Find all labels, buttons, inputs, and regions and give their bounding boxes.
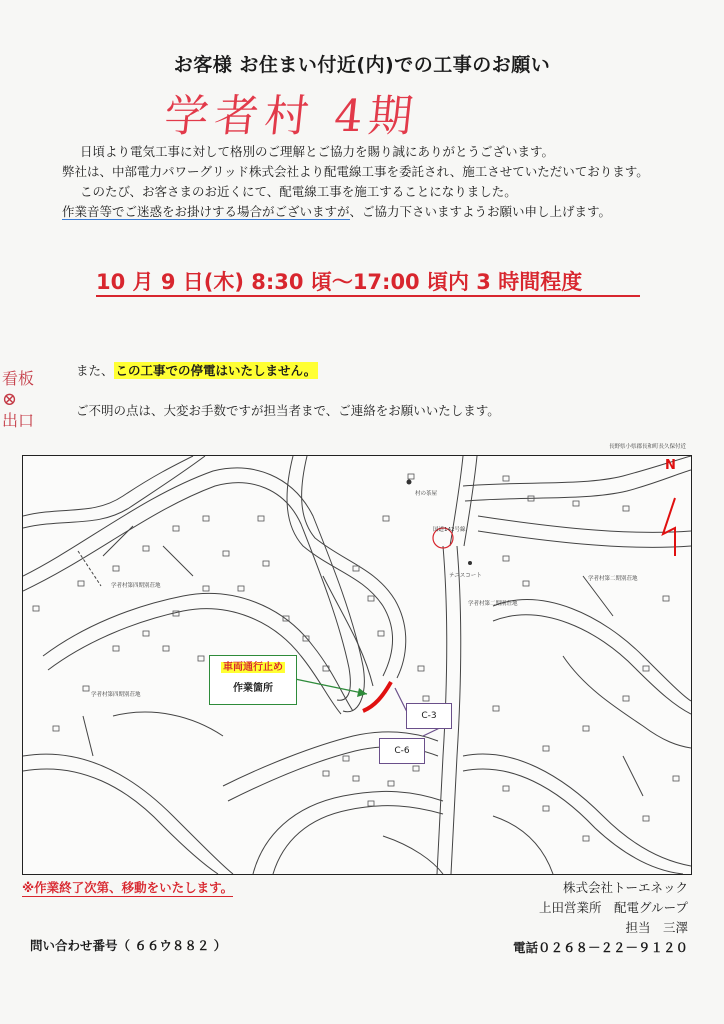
legend-work-site: 作業箇所 [233, 683, 273, 694]
outage-line [76, 361, 318, 381]
map-label-area-4-left: 学者村第四期別荘地 [91, 692, 141, 698]
outage-prefix: また、 [76, 363, 114, 378]
work-site-legend [209, 655, 297, 705]
closed-road-segment [363, 682, 391, 711]
margin-handwriting-line-2: 出口 [2, 411, 35, 430]
pole-c6-box: C-6 [379, 738, 425, 764]
legend-arrow-head-icon [357, 688, 367, 697]
company-name: 株式会社トーエネック [562, 880, 688, 895]
noise-notice-rest: 、ご協力下さいますようお願い申し上げます。 [349, 204, 612, 219]
contact-note: ご不明の点は、大変お手数ですが担当者まで、ご連絡をお願いいたします。 [76, 403, 500, 418]
body-line-4 [62, 202, 611, 222]
margin-handwriting-line-1: 看板 [2, 369, 35, 388]
map-label-area-4-top: 学者村第四期別荘地 [111, 583, 161, 589]
schedule-underline [96, 295, 640, 297]
office-name: 上田営業所 配電グループ [538, 900, 688, 915]
page-title: お客様 お住まい付近(内)での工事のお願い [173, 54, 551, 76]
map-roads [23, 456, 691, 874]
map-location-caption: 長野県小県郡長和町長久保付近 [608, 444, 686, 450]
legend-road-closed: 車両通行止め [223, 662, 283, 673]
map-label-route: 国道142号線 [433, 527, 466, 533]
move-note: ※作業終了次第、移動をいたします。 [22, 880, 234, 895]
handwritten-area-name: 学者村 4期 [161, 91, 422, 142]
noise-notice-underlined: 作業音等でご迷惑をお掛けする場合がございますが [62, 204, 350, 219]
map-label-area-2-right: 学者村第二期別荘地 [588, 576, 638, 582]
map-label-tennis: テニスコート [449, 573, 482, 579]
margin-handwriting-arrow-icon: ⊗ [2, 389, 18, 410]
body-line-3: このたび、お客さまのお近くにて、配電線工事を施工することになりました。 [80, 184, 517, 199]
outage-highlight: この工事での停電はいたしません。 [115, 363, 317, 378]
legend-arrow [295, 679, 367, 694]
north-label: N [665, 458, 676, 473]
body-line-2: 弊社は、中部電力パワーグリッド株式会社より配電線工事を委託され、施工させていただいております。 [62, 164, 649, 179]
map-label-area-2-center: 学者村第二期別荘地 [468, 601, 518, 607]
tea-house-marker-icon [407, 480, 412, 485]
margin-handwriting [2, 368, 34, 432]
map-drawing [23, 456, 691, 874]
map-frame [22, 455, 692, 875]
pole-c3-box: C-3 [406, 703, 452, 729]
phone-number: 電話０２６８－２２－９１２０ [512, 940, 688, 955]
inquiry-number: 問い合わせ番号（ ６６ウ８８２ ） [30, 938, 227, 953]
tennis-marker-icon [468, 561, 472, 565]
map-label-tea-house: 村の茶屋 [415, 491, 438, 497]
person-in-charge: 担当 三澤 [625, 920, 688, 935]
body-line-1: 日頃より電気工事に対して格別のご理解とご協力を賜り誠にありがとうございます。 [80, 144, 555, 159]
schedule-text: 10 月 9 日(木) 8:30 頃～17:00 頃内 3 時間程度 [96, 270, 583, 294]
